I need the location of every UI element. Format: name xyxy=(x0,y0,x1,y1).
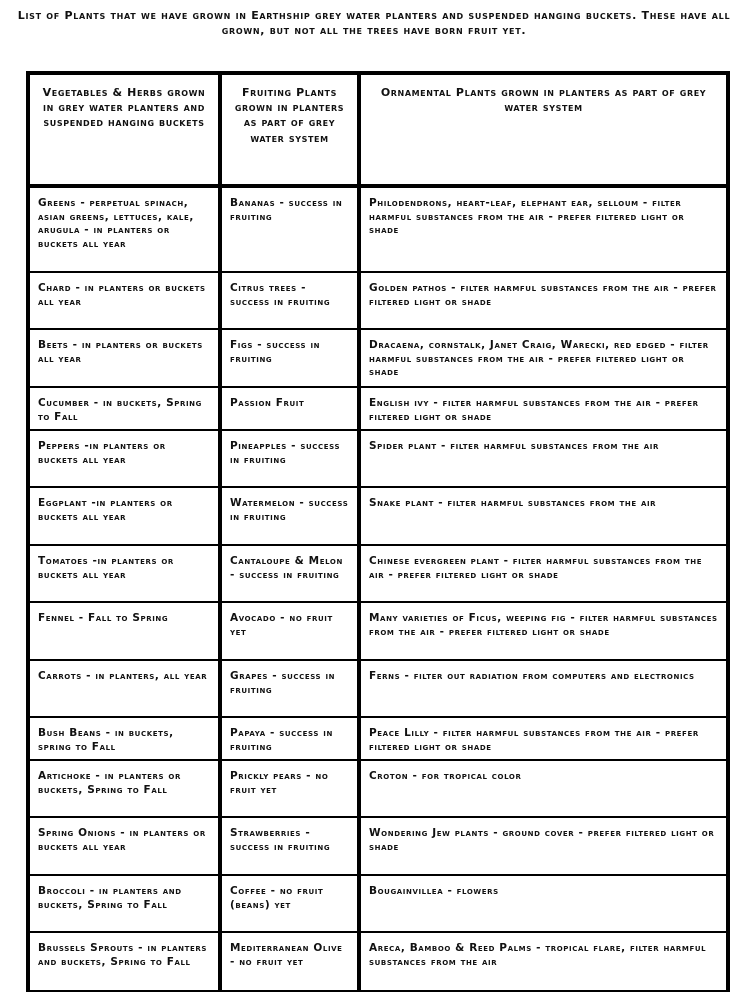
ornamental-cell: Many varieties of Ficus, weeping fig - filter harmful substances from the air - prefer filtered light or shade xyxy=(359,602,728,660)
vegetable-cell: Greens - perpetual spinach, asian greens, lettuces, kale, arugula - in planters or buckets all year xyxy=(28,186,220,272)
fruiting-cell: Prickly pears - no fruit yet xyxy=(220,760,359,817)
header-fruiting: Fruiting Plants grown in planters as part of grey water system xyxy=(220,73,359,186)
table-row xyxy=(28,660,728,717)
vegetable-cell: Broccoli - in planters and buckets, Spring to Fall xyxy=(28,875,220,932)
vegetable-cell: Chard - in planters or buckets all year xyxy=(28,272,220,329)
fruiting-cell: Strawberries - success in fruiting xyxy=(220,817,359,875)
table-body xyxy=(28,186,728,991)
table-row xyxy=(28,817,728,875)
ornamental-cell: English ivy - filter harmful substances from the air - prefer filtered light or shade xyxy=(359,387,728,430)
fruiting-cell: Grapes - success in fruiting xyxy=(220,660,359,717)
vegetable-cell: Brussels Sprouts - in planters and buckets, Spring to Fall xyxy=(28,932,220,991)
fruiting-cell: Avocado - no fruit yet xyxy=(220,602,359,660)
fruiting-cell: Watermelon - success in fruiting xyxy=(220,487,359,545)
vegetable-cell: Carrots - in planters, all year xyxy=(28,660,220,717)
ornamental-cell: Snake plant - filter harmful substances from the air xyxy=(359,487,728,545)
vegetable-cell: Eggplant -in planters or buckets all year xyxy=(28,487,220,545)
fruiting-cell: Pineapples - success in fruiting xyxy=(220,430,359,487)
ornamental-cell: Peace Lilly - filter harmful substances from the air - prefer filtered light or shade xyxy=(359,717,728,760)
table-row xyxy=(28,487,728,545)
table-row xyxy=(28,430,728,487)
ornamental-cell: Philodendrons, heart-leaf, elephant ear, selloum - filter harmful substances from the air - prefer filtered light or shade xyxy=(359,186,728,272)
table-row xyxy=(28,717,728,760)
vegetable-cell: Artichoke - in planters or buckets, Spring to Fall xyxy=(28,760,220,817)
table-row xyxy=(28,875,728,932)
ornamental-cell: Dracaena, cornstalk, Janet Craig, Warecki, red edged - filter harmful substances from the air - prefer filtered light or shade xyxy=(359,329,728,387)
fruiting-cell: Passion Fruit xyxy=(220,387,359,430)
fruiting-cell: Bananas - success in fruiting xyxy=(220,186,359,272)
table-row xyxy=(28,186,728,272)
fruiting-cell: Citrus trees - success in fruiting xyxy=(220,272,359,329)
fruiting-cell: Cantaloupe & Melon - success in fruiting xyxy=(220,545,359,602)
table-row xyxy=(28,760,728,817)
vegetable-cell: Bush Beans - in buckets, spring to Fall xyxy=(28,717,220,760)
ornamental-cell: Wondering Jew plants - ground cover - prefer filtered light or shade xyxy=(359,817,728,875)
ornamental-cell: Spider plant - filter harmful substances from the air xyxy=(359,430,728,487)
fruiting-cell: Mediterranean Olive - no fruit yet xyxy=(220,932,359,991)
table-row xyxy=(28,602,728,660)
header-ornamental: Ornamental Plants grown in planters as part of grey water system xyxy=(359,73,728,186)
fruiting-cell: Coffee - no fruit (beans) yet xyxy=(220,875,359,932)
table-header-row xyxy=(28,73,728,186)
ornamental-cell: Golden pathos - filter harmful substances from the air - prefer filtered light or shade xyxy=(359,272,728,329)
table-row xyxy=(28,387,728,430)
fruiting-cell: Figs - success in fruiting xyxy=(220,329,359,387)
table-row xyxy=(28,932,728,991)
vegetable-cell: Peppers -in planters or buckets all year xyxy=(28,430,220,487)
table-row xyxy=(28,545,728,602)
ornamental-cell: Croton - for tropical color xyxy=(359,760,728,817)
ornamental-cell: Chinese evergreen plant - filter harmful substances from the air - prefer filtered light or shade xyxy=(359,545,728,602)
table-row xyxy=(28,329,728,387)
vegetable-cell: Tomatoes -in planters or buckets all year xyxy=(28,545,220,602)
ornamental-cell: Ferns - filter out radiation from computers and electronics xyxy=(359,660,728,717)
vegetable-cell: Beets - in planters or buckets all year xyxy=(28,329,220,387)
ornamental-cell: Bougainvillea - flowers xyxy=(359,875,728,932)
vegetable-cell: Fennel - Fall to Spring xyxy=(28,602,220,660)
intro-text: List of Plants that we have grown in Earthship grey water planters and suspended hanging buckets. These have all grown, but not all the trees have born fruit yet. xyxy=(17,9,731,37)
vegetable-cell: Cucumber - in buckets, Spring to Fall xyxy=(28,387,220,430)
ornamental-cell: Areca, Bamboo & Reed Palms - tropical flare, filter harmful substances from the air xyxy=(359,932,728,991)
vegetable-cell: Spring Onions - in planters or buckets all year xyxy=(28,817,220,875)
table-row xyxy=(28,272,728,329)
plants-table xyxy=(26,71,730,992)
header-vegetables: Vegetables & Herbs grown in grey water planters and suspended hanging buckets xyxy=(28,73,220,186)
fruiting-cell: Papaya - success in fruiting xyxy=(220,717,359,760)
